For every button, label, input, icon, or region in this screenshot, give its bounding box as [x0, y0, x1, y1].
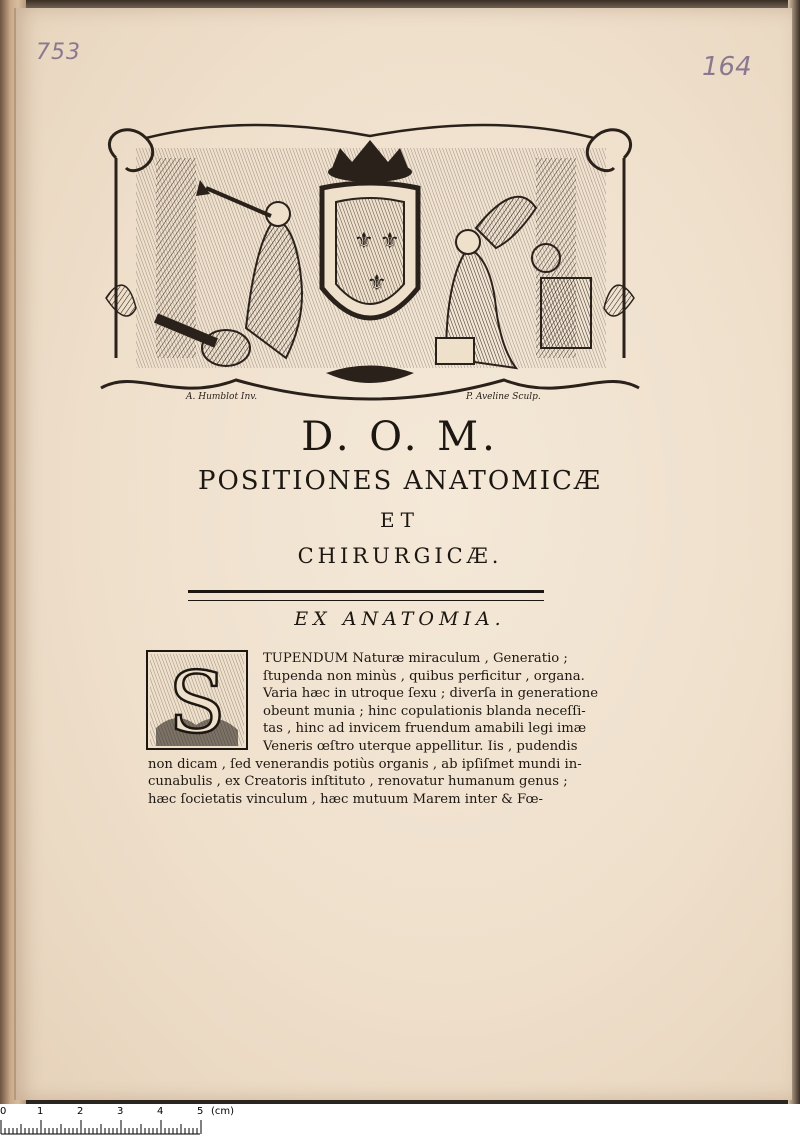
main-title: POSITIONES ANATOMICÆ [198, 466, 602, 496]
body-line: Varia hæc in utroque ſexu ; diverſa in generatione [263, 686, 599, 702]
measurement-ruler [0, 1104, 800, 1139]
vignette-credit-engraver: P. Aveline Sculp. [466, 392, 541, 402]
dom-heading: D. O. M. [301, 414, 499, 460]
ruler-label-2: 2 [77, 1106, 84, 1117]
ruler-scale [0, 1104, 210, 1139]
section-heading: EX ANATOMIA. [294, 608, 506, 630]
ruler-label-1: 1 [37, 1106, 44, 1117]
body-line: obeunt munia ; hinc copulationis blanda neceſſi- [263, 703, 586, 719]
ruler-unit: (cm) [211, 1106, 235, 1117]
title-conjunction: ET [380, 508, 420, 532]
svg-text:⚜: ⚜ [367, 271, 387, 296]
ruler-label-3: 3 [117, 1106, 124, 1117]
body-line: ſtupenda non minùs , quibus perficitur , organa. [263, 668, 585, 684]
ruler-label-4: 4 [157, 1106, 164, 1117]
engraved-vignette [96, 118, 644, 406]
body-line: TUPENDUM Naturæ miraculum , Generatio ; [263, 651, 568, 666]
vignette-credit-designer: A. Humblot Inv. [186, 392, 258, 402]
ruler-label-0: 0 [0, 1106, 7, 1117]
initial-letter: S [168, 654, 226, 750]
manuscript-note-left: 753 [36, 40, 81, 65]
double-rule-divider [188, 590, 544, 601]
manuscript-note-right: 164 [702, 52, 752, 82]
svg-text:⚜: ⚜ [380, 229, 400, 254]
body-line: non dicam , ſed venerandis potiùs organis , ab ipſiſmet mundi in- [148, 756, 582, 772]
body-text [148, 650, 599, 808]
body-line: cunabulis , ex Creatoris inſtituto , renovatur humanum genus ; [148, 774, 568, 790]
ruler-label-5: 5 [197, 1106, 204, 1117]
body-line: hæc ſocietatis vinculum , hæc mutuum Marem inter & Fœ- [148, 791, 543, 807]
body-line: tas , hinc ad invicem fruendum amabili legi imæ [263, 721, 587, 737]
sub-title: CHIRURGICÆ. [297, 544, 503, 568]
body-line: Veneris œſtro uterque appellitur. Iis , pudendis [263, 738, 578, 754]
svg-text:⚜: ⚜ [354, 229, 374, 254]
